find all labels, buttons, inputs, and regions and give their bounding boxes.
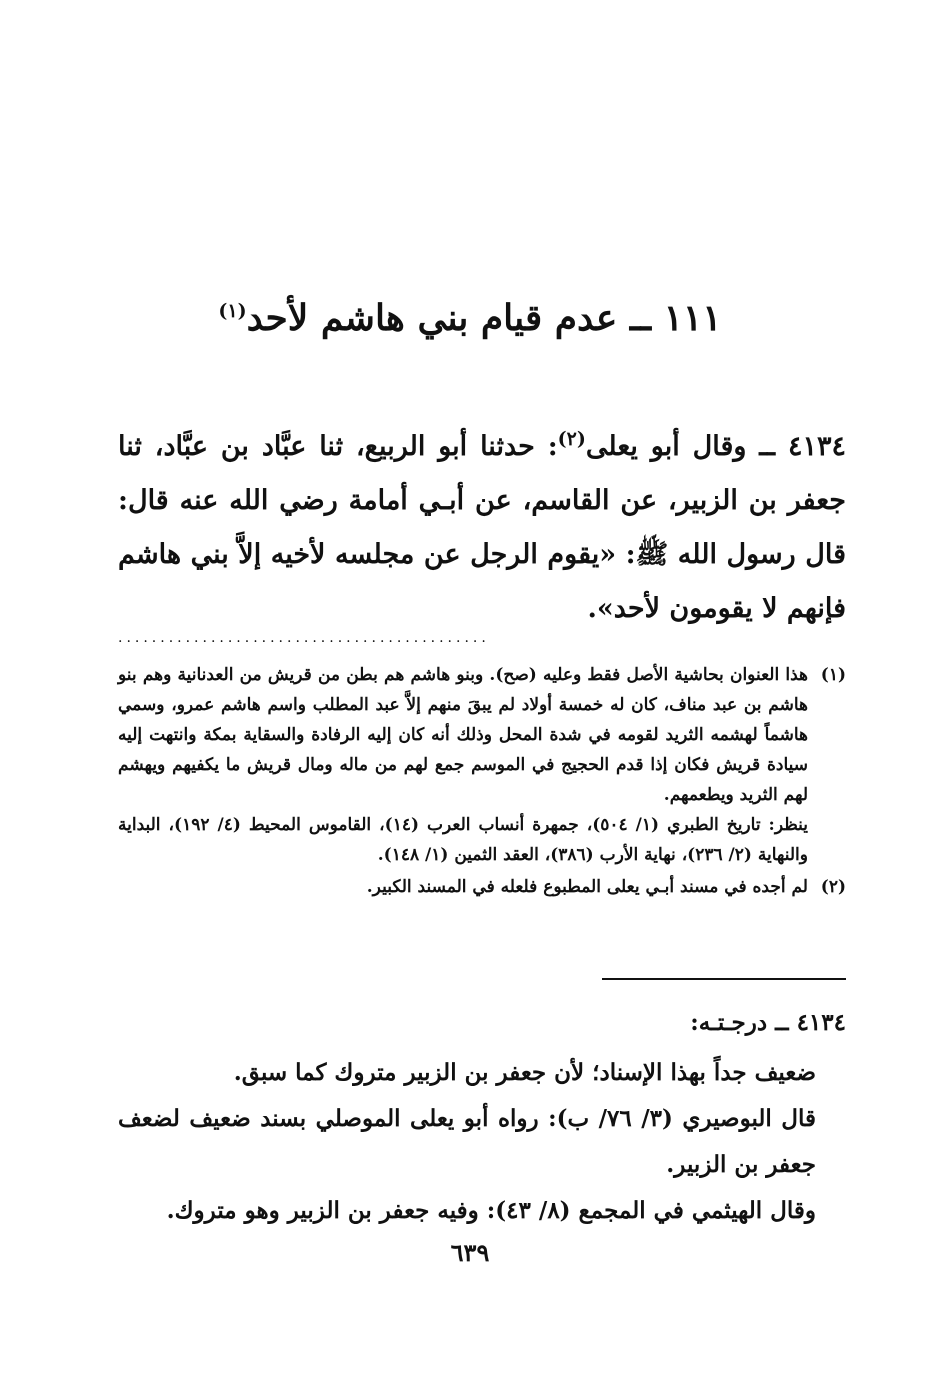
chapter-title — [180, 288, 760, 348]
hadith-intro: ــ وقال أبو يعلى — [585, 431, 776, 462]
footnote-paragraph: هذا العنوان بحاشية الأصل فقط وعليه (صح). وبنو هاشم هم بطن من قريش من العدنانية وهم بنو هاشم بن عبد مناف، كان له خمسة أولاد لم يبقَ منهم إلاَّ عبد المطلب واسم هاشم عمرو، وسمي هاشماً لهشمه الثريد لقومه في شدة المحل وذلك أنه كان إليه الرفادة والسقاية بمكة وانتهت إليه سيادة قريش فكان إذا قدم الحجيج في الموسم جمع لهم من ماله ومال قريش ما يكفيهم ويهشم لهم الثريد ويطعمهم. — [118, 665, 808, 805]
footnote-paragraph: لم أجده في مسند أبـي يعلى المطبوع فلعله في المسند الكبير. — [366, 877, 808, 897]
footnote-mark: (٢) — [820, 877, 846, 897]
footnote-paragraph: ينظر: تاريخ الطبري (١/ ٥٠٤)، جمهرة أنساب العرب (١٤)، القاموس المحيط (٤/ ١٩٢)، البداية والنهاية (٢/ ٢٣٦)، نهاية الأرب (٣٨٦)، العقد الثمين (١/ ١٤٨). — [118, 815, 809, 865]
page-number: ٦٣٩ — [450, 1238, 490, 1267]
footnotes — [118, 660, 846, 904]
grade-line: وقال الهيثمي في المجمع (٨/ ٤٣): وفيه جعفر بن الزبير وهو متروك. — [166, 1197, 816, 1224]
hadith-footnote-ref: (٢) — [557, 428, 586, 450]
hadith-number: ٤١٣٤ — [787, 431, 846, 462]
footnote-mark: (١) — [820, 665, 846, 685]
grade-section — [118, 1000, 846, 1234]
grade-line: قال البوصيري (٣/ ٧٦/ ب): رواه أبو يعلى الموصلي بسند ضعيف لضعف جعفر بن الزبير. — [118, 1105, 816, 1178]
footnote-2 — [118, 872, 846, 902]
grade-line: ضعيف جداً بهذا الإسناد؛ لأن جعفر بن الزبير متروك كما سبق. — [233, 1059, 816, 1086]
hadith-text — [118, 420, 846, 636]
footnote-separator: ............................................ — [118, 630, 490, 646]
hadith-body: : حدثنا أبو الربيع، ثنا عبَّاد بن عبَّاد، ثنا جعفر بن الزبير، عن القاسم، عن أبـي أمامة رضي الله عنه قال: قال رسول الله ﷺ: «يقوم الرجل عن مجلسه لأخيه إلاَّ بني هاشم فإنهم لا يقومون لأحد». — [118, 431, 846, 624]
chapter-title-text: ١١١ ــ عدم قيام بني هاشم لأحد — [246, 297, 722, 339]
chapter-footnote-ref: (١) — [218, 300, 247, 322]
grade-heading: ٤١٣٤ ــ درجـتـه: — [690, 1009, 846, 1036]
footnote-1 — [118, 660, 846, 870]
section-divider — [602, 978, 846, 980]
